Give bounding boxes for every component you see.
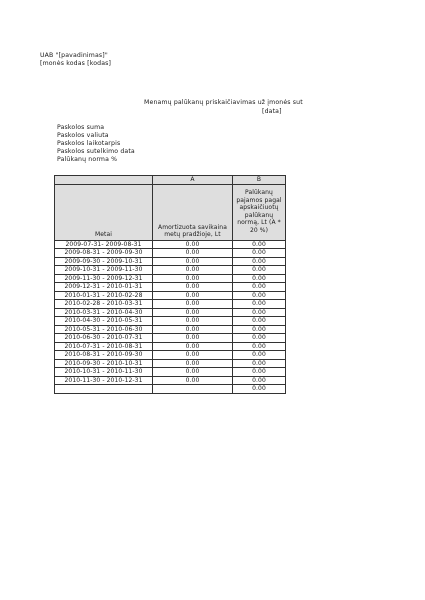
amortized-cost-cell: 0.00	[153, 291, 233, 300]
table-row	[55, 291, 286, 300]
interest-income-cell: 0.00	[233, 266, 286, 275]
amortized-cost-cell: 0.00	[153, 376, 233, 385]
total-row	[55, 385, 286, 394]
amortized-cost-cell: 0.00	[153, 368, 233, 377]
table-row	[55, 368, 286, 377]
amortized-cost-cell: 0.00	[153, 249, 233, 258]
amortized-cost-cell: 0.00	[153, 240, 233, 249]
amortized-cost-cell: 0.00	[153, 351, 233, 360]
interest-income-cell: 0.00	[233, 376, 286, 385]
header-amortized-cost: Amortizuota savikaina metų pradžioje, Lt	[153, 184, 233, 240]
table-row	[55, 376, 286, 385]
column-letter-b: B	[233, 176, 286, 185]
interest-income-cell: 0.00	[233, 291, 286, 300]
interest-income-cell: 0.00	[233, 368, 286, 377]
interest-income-cell: 0.00	[233, 317, 286, 326]
field-loan-currency: Paskolos valiuta	[57, 132, 109, 139]
interest-income-cell: 0.00	[233, 334, 286, 343]
total-interest-cell: 0.00	[233, 385, 286, 394]
table-row	[55, 317, 286, 326]
table-row	[55, 257, 286, 266]
interest-income-cell: 0.00	[233, 240, 286, 249]
total-blank-cell	[153, 385, 233, 394]
field-interest-rate: Palūkanų norma %	[57, 156, 118, 163]
report-title: Menamų palūkanų priskaičiavimas už įmonės sut	[144, 99, 303, 106]
table-row	[55, 351, 286, 360]
interest-income-cell: 0.00	[233, 342, 286, 351]
table-row	[55, 325, 286, 334]
table-row	[55, 359, 286, 368]
amortized-cost-cell: 0.00	[153, 308, 233, 317]
period-cell: 2009-12-31 - 2010-01-31	[55, 283, 153, 292]
company-info	[40, 52, 111, 67]
header-period: Metai	[55, 184, 153, 240]
period-cell: 2010-11-30 - 2010-12-31	[55, 376, 153, 385]
period-cell: 2010-05-31 - 2010-06-30	[55, 325, 153, 334]
period-cell: 2010-10-31 - 2010-11-30	[55, 368, 153, 377]
period-cell: 2009-10-31 - 2009-11-30	[55, 266, 153, 275]
column-letter-row	[55, 176, 286, 185]
loan-fields	[57, 124, 135, 164]
table-row	[55, 300, 286, 309]
table-row	[55, 274, 286, 283]
amortized-cost-cell: 0.00	[153, 283, 233, 292]
interest-income-cell: 0.00	[233, 249, 286, 258]
period-cell: 2009-11-30 - 2009-12-31	[55, 274, 153, 283]
interest-income-cell: 0.00	[233, 325, 286, 334]
table-row	[55, 266, 286, 275]
table-row	[55, 334, 286, 343]
field-loan-period: Paskolos laikotarpis	[57, 140, 121, 147]
interest-income-cell: 0.00	[233, 283, 286, 292]
interest-income-cell: 0.00	[233, 359, 286, 368]
interest-income-cell: 0.00	[233, 300, 286, 309]
period-cell: 2010-02-28 - 2010-03-31	[55, 300, 153, 309]
amortized-cost-cell: 0.00	[153, 325, 233, 334]
period-cell: 2010-01-31 - 2010-02-28	[55, 291, 153, 300]
period-cell: 2010-07-31 - 2010-08-31	[55, 342, 153, 351]
period-cell: 2010-04-30 - 2010-05-31	[55, 317, 153, 326]
period-cell: 2010-09-30 - 2010-10-31	[55, 359, 153, 368]
column-letter-a: A	[153, 176, 233, 185]
period-cell: 2010-06-30 - 2010-07-31	[55, 334, 153, 343]
amortized-cost-cell: 0.00	[153, 359, 233, 368]
amortized-cost-cell: 0.00	[153, 300, 233, 309]
period-cell: 2009-09-30 - 2009-10-31	[55, 257, 153, 266]
amortized-cost-cell: 0.00	[153, 334, 233, 343]
header-row	[55, 184, 286, 240]
amortized-cost-cell: 0.00	[153, 274, 233, 283]
total-blank-cell	[55, 385, 153, 394]
interest-income-cell: 0.00	[233, 274, 286, 283]
interest-income-cell: 0.00	[233, 308, 286, 317]
amortized-cost-cell: 0.00	[153, 266, 233, 275]
table-row	[55, 342, 286, 351]
interest-table	[54, 175, 286, 394]
header-interest-income: Palūkanų pajamos pagal apskaičiuotų palūkanų normą, Lt (A * 20 %)	[233, 184, 286, 240]
amortized-cost-cell: 0.00	[153, 342, 233, 351]
interest-income-cell: 0.00	[233, 257, 286, 266]
amortized-cost-cell: 0.00	[153, 317, 233, 326]
period-cell: 2009-07-31- 2009-08-31	[55, 240, 153, 249]
table-row	[55, 249, 286, 258]
interest-income-cell: 0.00	[233, 351, 286, 360]
field-loan-date: Paskolos sutelkimo data	[57, 148, 135, 155]
field-loan-amount: Paskolos suma	[57, 124, 105, 131]
table-row	[55, 240, 286, 249]
corner-cell	[55, 176, 153, 185]
company-code: [monės kodas [kodas]	[40, 59, 112, 67]
period-cell: 2009-08-31 - 2009-09-30	[55, 249, 153, 258]
amortized-cost-cell: 0.00	[153, 257, 233, 266]
table-row	[55, 283, 286, 292]
table-row	[55, 308, 286, 317]
report-date: [data]	[262, 108, 282, 115]
period-cell: 2010-03-31 - 2010-04-30	[55, 308, 153, 317]
company-name: UAB "[pavadinimas]"	[40, 52, 108, 59]
period-cell: 2010-08-31 - 2010-09-30	[55, 351, 153, 360]
